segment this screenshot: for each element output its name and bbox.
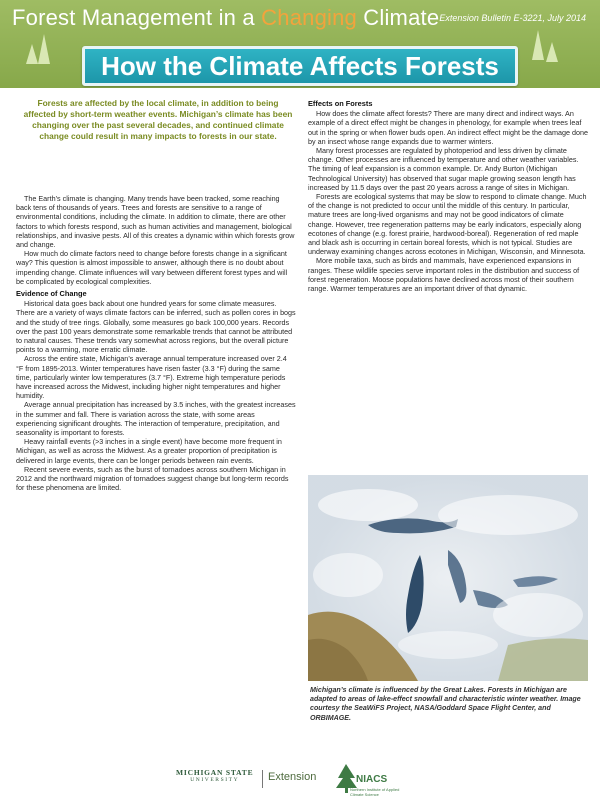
tree-icon (38, 34, 50, 64)
content-area (6, 88, 594, 798)
right-column (308, 96, 588, 293)
tree-icon (532, 30, 544, 60)
intro-callout: Forests are affected by the local climate, in addition to being affected by short-term weather events. Michigan’s climate has been changing over the past several decades, and continued climate change could result in many impacts to forests in our state. (23, 98, 293, 141)
image-caption: Michigan’s climate is influenced by the Great Lakes. Forests in Michigan are adapted to areas of lake-effect snowfall and characteristic winter weather. Image courtesy the SeaWiFS Project, NASA/Goddard Space Flight Center, and ORBIMAGE. (310, 686, 581, 722)
paragraph: Forests are ecological systems that may be slow to respond to climate change. Much of the change is not predicted to occur until the middle of this century. In particular, mature trees are long-lived organisms and may not be good indicators of climate change. However, tree regeneration patterns may be early indicators, especially along ecotones of change (e.g. forest prairie, hardwood-boreal). Regeneration of red maple and black ash is occurring in certain boreal forests, which is not typical. Studies are underway examining changes across ecotones in Michigan, Wisconsin, and Minnesota. (308, 192, 587, 257)
satellite-image-graphic (308, 475, 588, 681)
series-title-suffix: Climate (356, 5, 440, 30)
paragraph: More mobile taxa, such as birds and mammals, have experienced expansions in ranges. These wildlife species serve important roles in the distribution and success of forest regeneration. Moose populations have declined across most of their southern range. Warmer temperatures are an important driver of that dynamic. (308, 256, 580, 294)
section-heading-effects: Effects on Forests (308, 99, 373, 108)
niacs-logo: NIACS (356, 774, 388, 785)
great-lakes-satellite-image (308, 475, 588, 681)
niacs-subtitle: Northern Institute of Applied Climate Science (350, 787, 400, 797)
paragraph: Heavy rainfall events (>3 inches in a single event) have become more frequent in Michigan, as well as across the Midwest. As a greater proportion of precipitation is delivered in large events, there can be longer periods between rain events. (16, 437, 282, 465)
tree-icon (546, 42, 558, 62)
paragraph: How much do climate factors need to change before forests change in a significant way? This question is almost impossible to answer, although there is no doubt about impending change. Climate influences will vary between different forest types and will be complicated by ecological complexities. (16, 249, 288, 286)
footer-logos (0, 758, 600, 798)
series-title-accent: Changing (261, 5, 357, 30)
page-title: How the Climate Affects Forests (82, 46, 518, 86)
header-band (0, 0, 600, 88)
series-title-prefix: Forest Management in a (12, 5, 262, 30)
paragraph: Average annual precipitation has increased by 3.5 inches, with the greatest increases in the summer and fall. There is variation across the state, with some areas experiencing significant droughts. The interaction of temperature, precipitation, and seasonality is important to forests. (16, 400, 296, 438)
extension-logo: Extension (268, 771, 317, 783)
paragraph: Across the entire state, Michigan’s average annual temperature increased over 2.4 °F from 1895-2013. Winter temperatures have risen faster (3.3 °F) during the same time, particularly winter low temperatures (3.7 °F). Extreme high temperature periods have increased across the Midwest, including higher night temperatures and higher humidity. (16, 354, 287, 401)
left-column (16, 194, 296, 493)
logo-divider (262, 770, 263, 788)
paragraph: Many forest processes are regulated by photoperiod and less driven by climate change. Other processes are influenced by temperature and other weather variables. The timing of leaf expansion is a common example. Dr. Andy Burton (Michigan Technological University) has observed that sugar maple growing season length has increased by 11.5 days over the past 20 years across a range of sites in Michigan. (308, 146, 579, 192)
msu-logo: MICHIGAN STATE UNIVERSITY (176, 768, 254, 783)
paragraph: The Earth’s climate is changing. Many trends have been tracked, some reaching back tens of thousands of years. Trees and forests are sensitive to a range of environmental conditions, including the climate. In addition to climate, there are other factors to which forests respond, such as human activities and management, biological relationships, and invasive pests. All of this creates a dynamic within which forests grow and change. (16, 194, 295, 250)
paragraph: Historical data goes back about one hundred years for some climate measures. There are a variety of ways climate factors can be inferred, such as pollen cores in bogs and the study of tree rings. Globally, some measures go back 100,000 years. Records over the past 100 years demonstrate some remarkable trends that cannot be attributed to natural causes. These trends vary somewhat across regions, but the overall picture points to a warming, more erratic climate. (16, 299, 296, 355)
series-title (12, 5, 439, 31)
paragraph: How does the climate affect forests? There are many direct and indirect ways. An example of a direct effect might be changes in phenology, for example when trees leaf out in the spring or when flower buds open. An indirect effect might be the damage done by an insect whose range expands due to warmer winters. (308, 109, 588, 146)
section-heading-evidence: Evidence of Change (16, 289, 87, 299)
tree-icon (26, 44, 38, 64)
bulletin-number: Extension Bulletin E-3221, July 2014 (439, 13, 586, 23)
paragraph: Recent severe events, such as the burst of tornadoes across southern Michigan in 2012 and the northward migration of tornadoes suggest change but long-term records for these phenomena are limited. (16, 464, 289, 493)
